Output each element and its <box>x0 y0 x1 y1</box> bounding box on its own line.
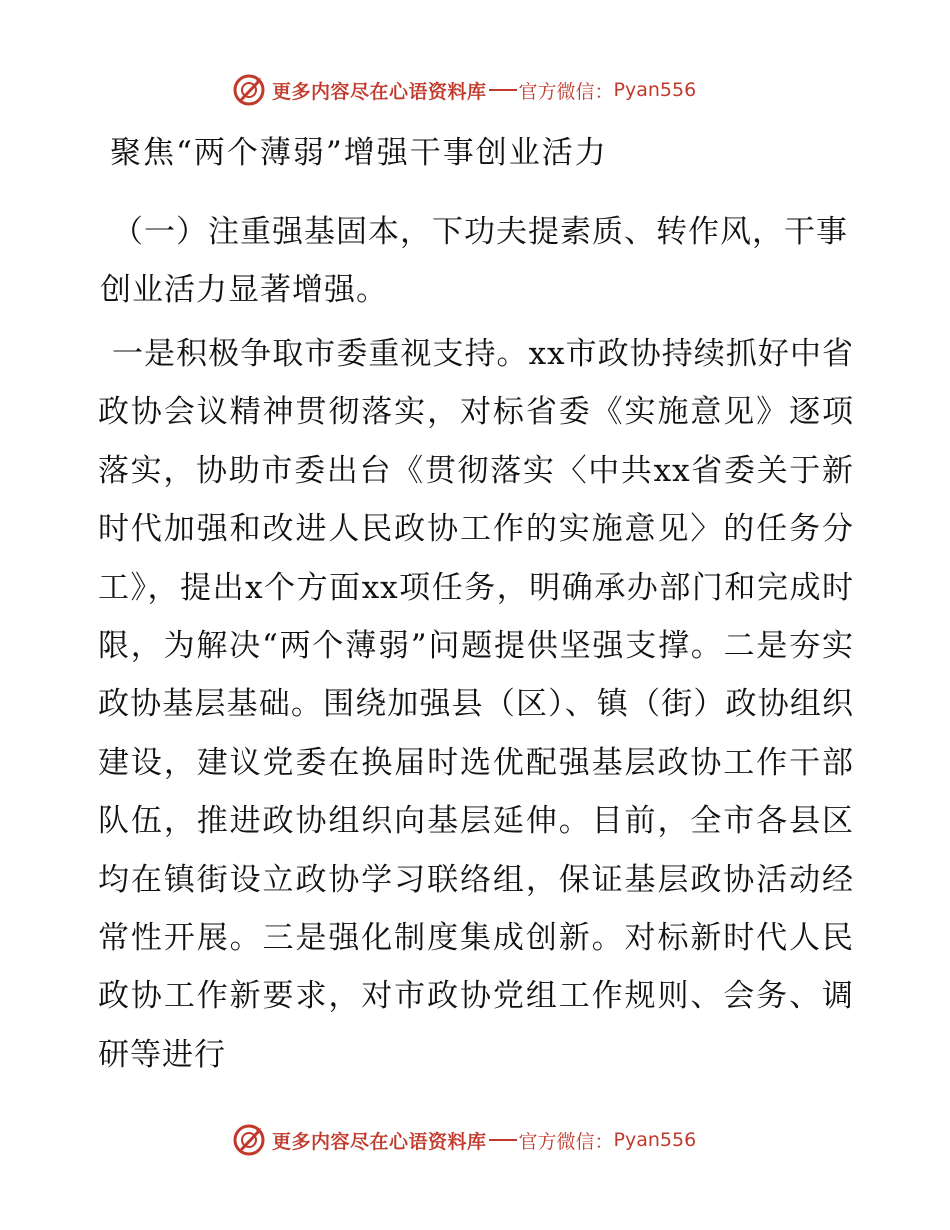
banner-separator <box>489 1139 517 1141</box>
brand-logo-icon <box>232 73 266 107</box>
banner-contact-label: 官方微信： <box>518 1130 614 1153</box>
banner-contact-id: Pyan556 <box>613 79 697 101</box>
body-paragraph: 一是积极争取市委重视支持。xx市政协持续抓好中省政协会议精神贯彻落实，对标省委《实施意见》逐项落实，协助市委出台《贯彻落实〈中共xx省委关于新时代加强和改进人民政协工作的实施意见〉的任务分工》，提出x个方面xx项任务，明确承办部门和完成时限，为解决“两个薄弱”问题提供坚强支撑。二是夯实政协基层基础。围绕加强县（区）、镇（街）政协组织建设，建议党委在换届时选优配强基层政协工作干部队伍，推进政协组织向基层延伸。目前，全市各县区均在镇街设立政协学习联络组，保证基层政协活动经常性开展。三是强化制度集成创新。对标新时代人民政协工作新要求，对市政协党组工作规则、会务、调研等进行 <box>98 336 854 1073</box>
banner-contact-label: 官方微信： <box>518 80 614 103</box>
banner-contact-id: Pyan556 <box>613 1129 697 1151</box>
document-title: 聚焦“两个薄弱”增强干事创业活力 <box>110 135 608 171</box>
banner-separator <box>489 89 517 91</box>
header-banner <box>232 72 696 108</box>
brand-logo-icon <box>232 1123 266 1157</box>
banner-brand-text: 更多内容尽在心语资料库 <box>272 80 487 103</box>
banner-brand-text: 更多内容尽在心语资料库 <box>272 1130 487 1153</box>
section-heading: （一）注重强基固本，下功夫提素质、转作风，干事创业活力显著增强。 <box>100 214 848 308</box>
footer-banner <box>232 1122 696 1158</box>
